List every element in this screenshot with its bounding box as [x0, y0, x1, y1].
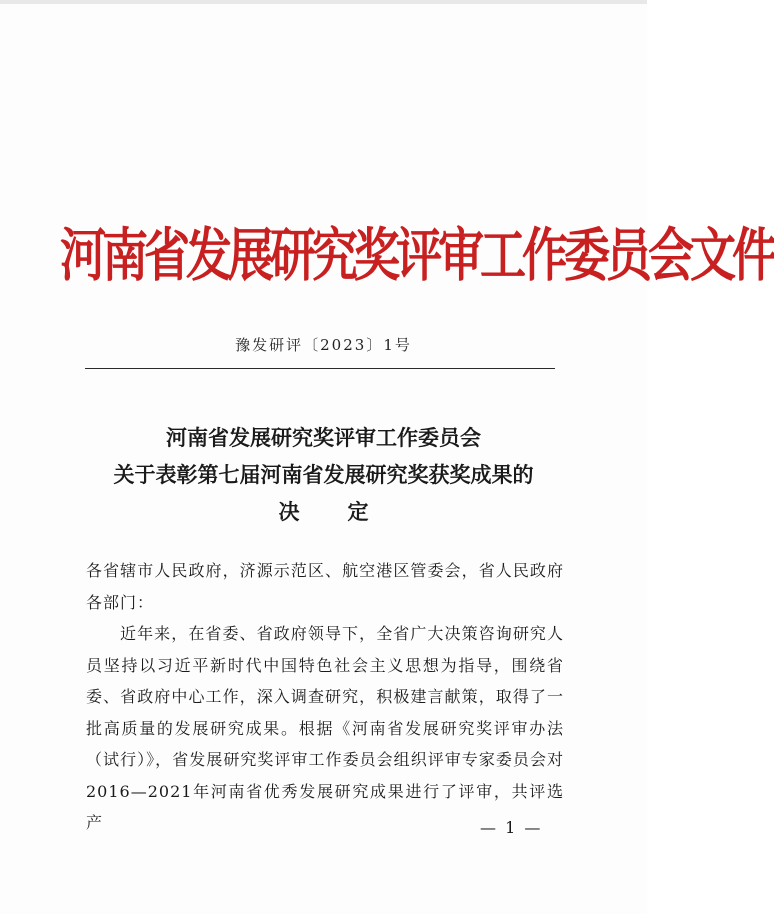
- decision-title: [60, 420, 587, 531]
- decision-title-line-3: 决定: [278, 500, 417, 524]
- decision-title-line-2: 关于表彰第七届河南省发展研究奖获奖成果的: [113, 463, 534, 487]
- salutation: 各省辖市人民政府，济源示范区、航空港区管委会，省人民政府各部门：: [86, 561, 564, 612]
- document-header-title: 河南省发展研究奖评审工作委员会文件: [60, 221, 774, 289]
- body-paragraph-1: 近年来，在省委、省政府领导下，全省广大决策咨询研究人员坚持以习近平新时代中国特色社会主义思想为指导，围绕省委、省政府中心工作，深入调查研究，积极建言献策，取得了一批高质量的发展研究成果。根据《河南省发展研究奖评审办法（试行）》，省发展研究奖评审工作委员会组织评审专家委员会对2016—2021年河南省优秀发展研究成果进行了评审，共评选产: [86, 624, 564, 832]
- document-number: 豫发研评〔2023〕1号: [235, 336, 412, 354]
- document-body: [86, 555, 564, 839]
- header-divider: [85, 368, 555, 369]
- decision-title-line-1: 河南省发展研究奖评审工作委员会: [166, 426, 481, 450]
- page-edge: [0, 0, 647, 4]
- page-number: — 1 —: [480, 818, 543, 837]
